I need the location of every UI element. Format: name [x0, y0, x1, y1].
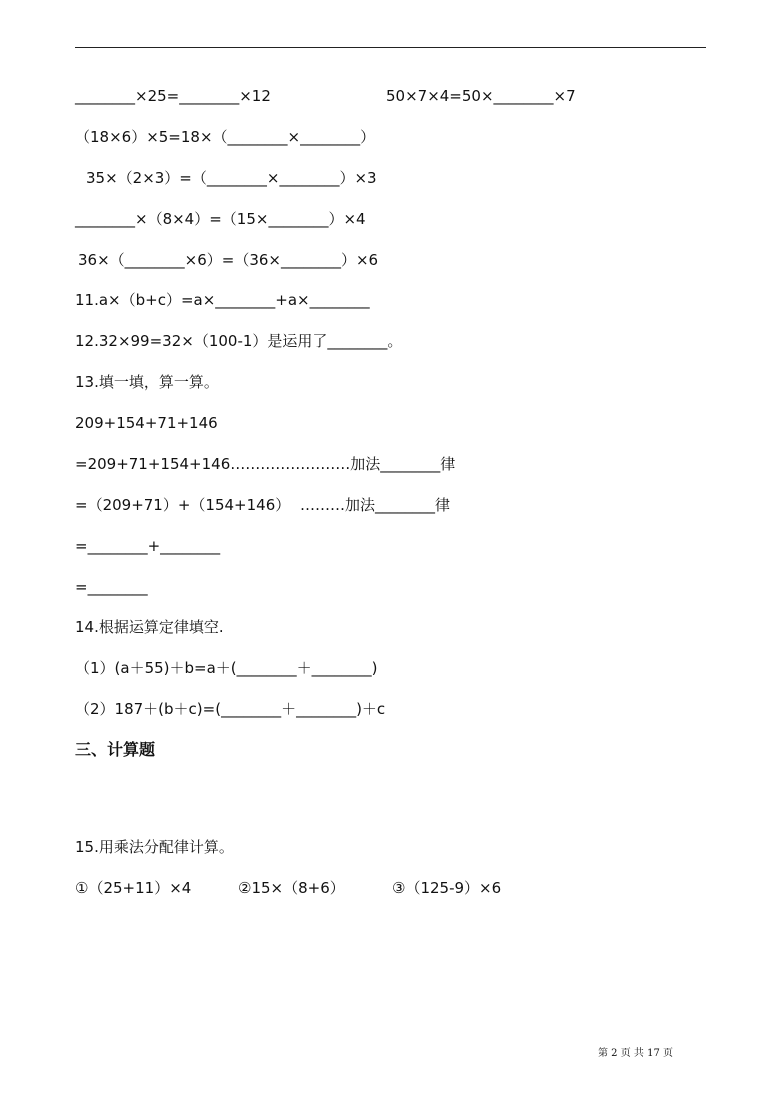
- q-line-2: （18×6）×5=18×（________×________）: [75, 128, 376, 146]
- q-14-1: （1）(a＋55)＋b=a＋(________＋________): [75, 659, 378, 677]
- q-13-step-1: =209+71+154+146……………………加法________律: [75, 455, 456, 473]
- header-rule: [75, 47, 706, 48]
- q-11: 11.a×（b+c）=a×________+a×________: [75, 291, 370, 309]
- q-line-3: 35×（2×3）=（________×________）×3: [86, 169, 377, 187]
- section-heading: 三、计算题: [75, 740, 156, 759]
- q-13: 13.填一填，算一算。: [75, 373, 219, 391]
- q-line-5: 36×（________×6）=（36×________）×6: [78, 251, 379, 269]
- q-14: 14.根据运算定律填空.: [75, 618, 224, 636]
- q-line-1b: 50×7×4=50×________×7: [386, 87, 576, 105]
- page-footer: 第 2 页 共 17 页: [598, 1048, 673, 1059]
- q-13-step-2: =（209+71）+（154+146）: [75, 496, 291, 514]
- q-13-step-3: =________+________: [75, 537, 221, 555]
- q-15-1: ①（25+11）×4: [75, 879, 192, 897]
- q-line-4: ________×（8×4）=（15×________）×4: [75, 210, 366, 228]
- q-line-1a: ________×25=________×12: [75, 87, 271, 105]
- q-13-expr: 209+154+71+146: [75, 414, 218, 432]
- q-15-3: ③（125-9）×6: [392, 879, 502, 897]
- q-15-2: ②15×（8+6）: [238, 879, 345, 897]
- q-14-2: （2）187＋(b＋c)=(________＋________)＋c: [75, 700, 386, 718]
- q-13-step-4: =________: [75, 578, 148, 596]
- q-12: 12.32×99=32×（100-1）是运用了________。: [75, 332, 403, 350]
- q-15: 15.用乘法分配律计算。: [75, 838, 234, 856]
- q-13-step-2-law: ………加法________律: [300, 496, 451, 514]
